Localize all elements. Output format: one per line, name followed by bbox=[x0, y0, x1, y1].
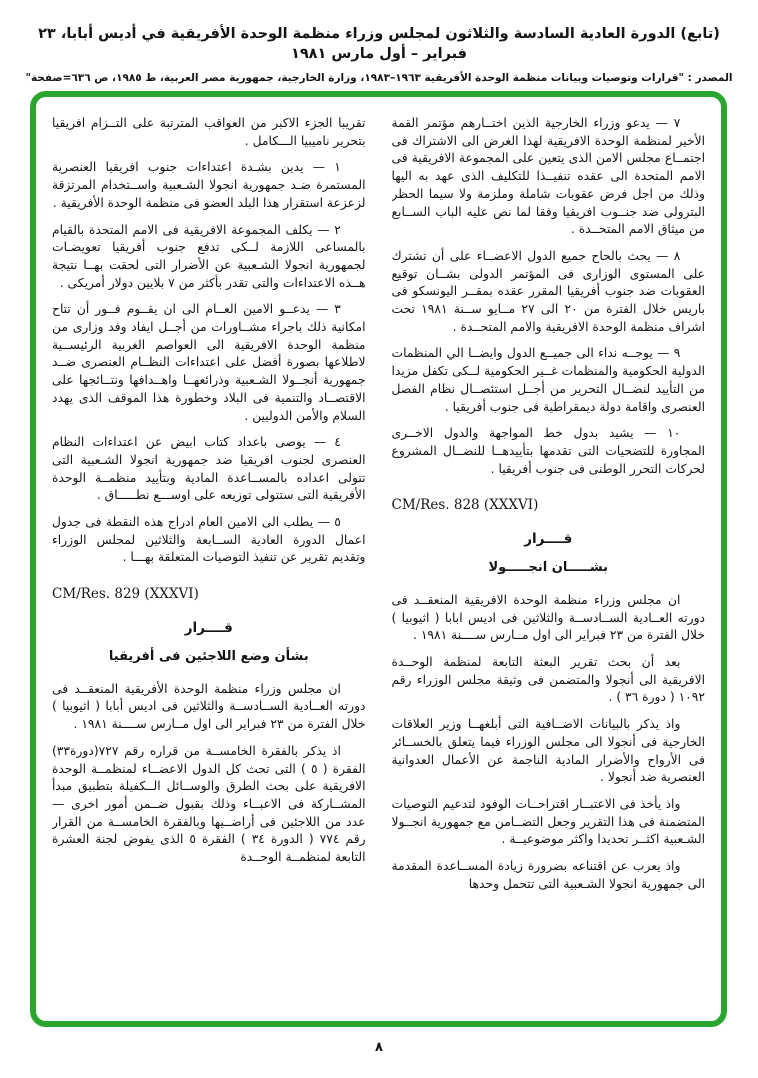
page-header bbox=[20, 24, 738, 85]
paragraph-continuation: تقريبا الجزء الاكبر من العواقب المترتبة على التــزام افريقيا بتحرير ناميبيا الـــكامل . bbox=[52, 116, 366, 148]
content-frame bbox=[30, 91, 727, 1027]
paragraph: ٧ — يدعو وزراء الخارجية الذين اختــارهم مؤتمر القمة الأخير لمنظمة الوحدة الافريقية لهذا الغرض الى الاشتراك فى اجتمــاع مجلس الامن الذى يتعين على المجموعة الافريقية فى الامم المتحدة الى عقده تنفيــذا للتكليف الذى عهد به اليها وذلك من اجل فرض عقوبات شاملة وملزمة ولا سيما الحظر البترولى ضد جنــوب افريقيا وفقا لما نص عليه الباب الســابع من ميثاق الامم المتحــدة . bbox=[391, 116, 705, 237]
resolution-subject: بشأن وضع اللاجئين فى أفريقيا bbox=[108, 649, 309, 665]
paragraph: ٣ — يدعــو الامين العــام الى ان يقــوم فــور أن تتاح امكانية ذلك باجراء مشــاورات من أجــل ايفاد وفد وزارى من منظمة الوحدة الافريقية الى العواصم الغربية الرئيســية لاطلاعها بصورة أفضل على اعتداءات النظــام العنصرى ضــد جمهورية أنجــولا الشـعبية وذرائعهــا واهــدافها ونتــائجها على الاقتصــاد والتنمية فى البلاد وخطورة هذا الموقف الذى يهدد السلام والأمن الدوليين . bbox=[52, 302, 366, 423]
paragraph: واذ يأخذ فى الاعتبــار اقتراحــات الوفود لتدعيم التوصيات المتضمنة فى هذا التقرير وجعل التضــامن مع جمهورية انجــولا الشـعبية اكثــر تحديدا واكثر موضوعيــة . bbox=[391, 796, 705, 847]
paragraph: ٥ — يطلب الى الامين العام ادراج هذه النقطة فى جدول اعمال الدورة العادية الســابعة والثلاثين لمجلس الوزراء وتقديم تقرير عن تنفيذ التوصيات المتعلقة بهـــا . bbox=[52, 515, 366, 565]
resolution-code: CM/Res. 828 (XXXVI) bbox=[391, 497, 539, 514]
paragraph: ان مجلس وزراء منظمة الوحدة الأفريقية المنعقــد فى دورته العــادية الســادســة والثلاثين فى اديس أبابا ( اثيوبيا ) خلال الفترة من ٢٣ فبراير الى اول مــارس ســــنة ١٩٨١ . bbox=[52, 681, 366, 732]
source-line: المصدر : "قرارات وتوصيات وبيانات منظمة الوحدة الأفريقية ١٩٦٣–١٩٨٣، وزارة الخارجية، جمهورية مصر العربية، ط ١٩٨٥، ص ٦٣٦=صفحة" bbox=[25, 71, 733, 84]
resolution-subject: بشـــــان انجـــــولا bbox=[488, 560, 609, 576]
paragraph: ٢ — يكلف المجموعة الافريقية فى الامم المتحدة بالقيام بالمساعى اللازمة لــكى تدفع جنوب أفريقيا تعويضـات لجمهورية انجولا الشـعبية عن الأضرار التى لحقت بهــا نتيجة هــذه الاعتداءات والتى تقدر بأكثر من ٧ بلايين دولار أمريكى . bbox=[52, 222, 366, 290]
paragraph: ٩ — يوجــه نداء الى جميــع الدول وايضــا الي المنظمات الدولية الحكومية والمنظمات غــير الحكومية لــكى تكفل مزيدا من التأييد لنضــال التحرير من أجــل استئصــال نظام الفصل العنصرى واقامة دولة ديمقراطية فى جنوب أفريقيا . bbox=[391, 346, 705, 414]
resolution-title: قــــرار bbox=[184, 619, 233, 636]
session-title: (تابع) الدورة العادية السادسة والثلاثون لمجلس وزراء منظمة الوحدة الأفريقية في أديس أبابا، ٢٣ فبراير – أول مارس ١٩٨١ bbox=[38, 26, 720, 63]
page-number: ٨ bbox=[375, 1040, 383, 1055]
paragraph: ١٠ — يشيد بدول خط المواجهة والدول الاخــرى المجاورة للتضحيات التى تقدمها بتأييدهــا للنضــال المشروع لحركات التحرر الوطنى فى جنوب أفريقيا . bbox=[391, 426, 705, 476]
paragraph: ٨ — يحث بالحاح جميع الدول الاعضــاء على أن تشترك على المستوى الوزارى فى المؤتمر الدولى بشــان توقيع العقوبات ضد جنوب أفريقيا المقرر عقده بمقــر اليونسكو فى باريس خلال الفترة من ٢٠ الى ٢٧ مــايو ســنة ١٩٨١ تحت اشراف منظمة الوحدة الافريقية والامم المتحــدة . bbox=[391, 248, 705, 334]
resolution-code: CM/Res. 829 (XXXVI) bbox=[52, 586, 199, 603]
paragraph: ٤ — يوصى باعداد كتاب ابيض عن اعتداءات النظام العنصرى لجنوب افريقيا ضد جمهورية انجولا الشـعبية التى تتولى اعداده بالمســاعدة المادية وبتأييد منظمــة الوحدة الأفريقية التى ستتولى توزيعه على اوســـع نطـــــاق . bbox=[52, 435, 366, 503]
column-left bbox=[52, 115, 366, 1011]
paragraph: بعد أن بحث تقرير البعثة التابعة لمنظمة الوحــدة الافريقية الى أنجولا والمتضمن فى وثيقة مجلس الوزراء رقم ١٠٩٢ ( دورة ٣٦ ) . bbox=[391, 655, 705, 705]
two-column-layout bbox=[52, 115, 705, 1011]
paragraph: ١ — يدين بشـدة اعتداءات جنوب افريقيا العنصرية المستمرة ضـد جمهورية انجولا الشـعبية واســتخدام المرتزقة لزعزعة استقرار هذا البلد العضو فى منظمة الوحدة الأفريقية . bbox=[52, 160, 366, 210]
paragraph: واذ يعرب عن اقتناعه بضرورة زيادة المســاعدة المقدمة الى جمهورية انجولا الشـعبية التى تتحمل وحدها bbox=[391, 859, 705, 891]
resolution-title: قــــرار bbox=[524, 530, 573, 547]
paragraph: اذ يذكر بالفقرة الخامســة من قراره رقم ٧٢٧(دورة٣٣) الفقرة ( ٥ ) التى تحث كل الدول الاعضــاء لمنظمــة الوحدة الافريقية على بحث الطرق والوســائل الــكفيلة بتطبيق مبدأ المشــاركة فى الاعبــاء وذلك بقبول ضــمن أمور اخرى — عدد من اللاجئين فى أراضــيها وبالفقرة الخامســة من القرار رقم ٧٧٤ ( الدورة ٣٤ ) الفقرة ٥ الذى يفوض لجنة العشرة التابعة لمنظمــة الوحــدة bbox=[52, 743, 366, 865]
paragraph: ان مجلس وزراء منظمة الوحدة الافريقية المنعقــد فى دورته العــادية الســادســة والثلاثين فى اديس ابابا ( اثيوبيا ) خلال الفترة من ٢٣ فبراير الى اول مــارس ســــنة ١٩٨١ . bbox=[391, 592, 705, 643]
paragraph: واذ يذكر بالبيانات الاضــافية التى أبلغهــا وزير العلاقات الخارجية فى أنجولا الى مجلس الوزراء فيما يتعلق بالخســائر فى الأرواح والأضرار المادية الناجمة عن الأعمال العدوانية العنصرية ضد أنجولا . bbox=[391, 717, 705, 785]
column-right bbox=[392, 115, 706, 1011]
